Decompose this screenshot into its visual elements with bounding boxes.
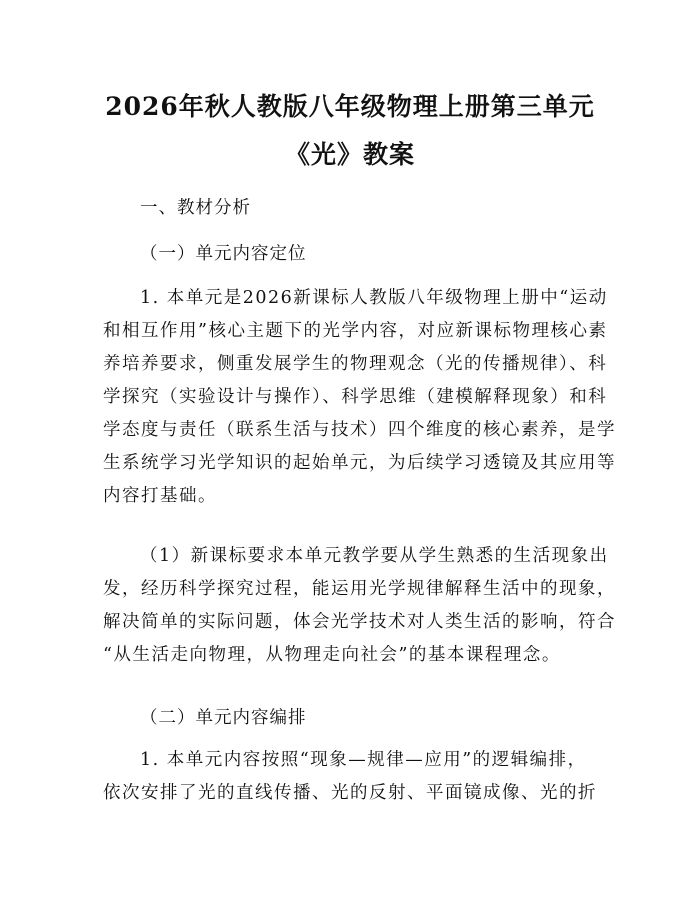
paragraph-line: 解决简单的实际问题，体会光学技术对人类生活的影响，符合 xyxy=(103,612,616,632)
paragraph-line: （1）新课标要求本单元教学要从学生熟悉的生活现象出 xyxy=(140,546,609,566)
paragraph-line: 学探究（实验设计与操作）、科学思维（建模解释现象）和科 xyxy=(103,387,608,407)
paragraph-line: 内容打基础。 xyxy=(103,486,217,506)
paragraph-line: 1. 本单元内容按照“现象—规律—应用”的逻辑编排， xyxy=(140,750,587,770)
paragraph-line: 和相互作用”核心主题下的光学内容，对应新课标物理核心素 xyxy=(103,321,608,341)
paragraph-line: 1. 本单元是2026新课标人教版八年级物理上册中“运动 xyxy=(140,288,608,308)
paragraph-curriculum-requirements xyxy=(103,540,616,672)
section-heading-textbook-analysis: 一、教材分析 xyxy=(140,198,251,218)
subsection-heading-unit-arrangement: （二）单元内容编排 xyxy=(140,708,307,728)
paragraph-unit-arrangement xyxy=(103,744,603,810)
paragraph-line: 生系统学习光学知识的起始单元，为后续学习透镜及其应用等 xyxy=(103,453,616,473)
paragraph-line: 依次安排了光的直线传播、光的反射、平面镜成像、光的折 xyxy=(103,783,597,803)
subsection-heading-unit-positioning: （一）单元内容定位 xyxy=(140,244,307,264)
paragraph-line: 养培养要求，侧重发展学生的物理观念（光的传播规律）、科 xyxy=(103,354,608,374)
document-title-line-1: 2026年秋人教版八年级物理上册第三单元 xyxy=(105,92,595,121)
paragraph-line: “从生活走向物理，从物理走向社会”的基本课程理念。 xyxy=(103,645,561,665)
paragraph-line: 发，经历科学探究过程，能运用光学规律解释生活中的现象， xyxy=(103,579,616,599)
paragraph-unit-positioning xyxy=(103,282,616,513)
paragraph-line: 学态度与责任（联系生活与技术）四个维度的核心素养，是学 xyxy=(103,420,616,440)
document-title-line-2: 《光》教案 xyxy=(284,140,415,169)
